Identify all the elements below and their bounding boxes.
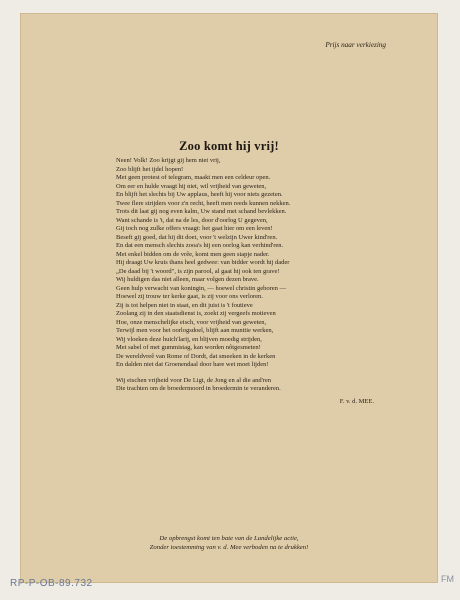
poem-line: En dalden niet dat Groenendaal door hare wet moet lijden! [116, 361, 269, 368]
footer-line: Zonder toestemming van v. d. Mee verboden na te drukken! [149, 544, 309, 551]
poem-line: Wij vloeken deze huich'larij, en blijven moedig strijden, [116, 335, 262, 343]
poem-stanza-1 [116, 157, 378, 370]
poem-line: Gij toch nog zulke offers vraagt: het gaat hier om een leven! [116, 225, 273, 232]
archive-number: RP-P-OB-89.732 [10, 578, 93, 589]
poem-line: En dat een mensch slechts zooa's hij een oorlog kan verhind'ren. [116, 242, 284, 249]
flyer-sheet [20, 13, 438, 583]
footer-line: De opbrengst komt ten bate van de Landelijke actie, [159, 535, 299, 542]
poem-line: Neen! Volk! Zoo krijgt gij hem niet vrij, [116, 157, 221, 164]
poem-line: Die trachten om de broedermoord in broedermin te veranderen. [116, 385, 281, 392]
poem-line: De wereldvreê van Rome of Dordt, dat smeeken in de kerken [116, 352, 276, 360]
poem-line: Zij is tot helpen niet in staat, en dit juist is 't foutieve [116, 301, 253, 309]
poem-line: Hoe, onze menschelijke eisch, voor vrijheid van geweten, [116, 318, 267, 326]
poem-line: Met enkel bidden om de vrêe, komt men geen stapje nader. [116, 250, 270, 258]
poem-line: „De daad bij 't woord", is zijn parool, al gaat hij ook ten grave! [116, 267, 280, 275]
price-note: Prijs naar verkiezing [325, 41, 386, 49]
poem-line: Geen hulp verwacht van koningin, — hoewel christin geboren — [116, 284, 287, 292]
poem-line: Wij huldigen das niet alleen, maar volgen dezen brave. [116, 276, 259, 283]
poem-line: Twee flere strijders voor z'n recht, heeft men reeds kunnen nekken. [116, 199, 291, 207]
poem-line: Met sabel of met gummistag, kan worden nôtgesmeten! [116, 344, 261, 351]
author-signature: F. v. d. MEE. [339, 397, 374, 405]
poem-line: Met geen protest of telegram, maakt men een celdeur open. [116, 174, 271, 181]
poem-line: Want schande is 't, dat na de les, door d'oorlog U gegeven, [116, 216, 268, 224]
poem-line: En blijft het slechts bij Uw applaus, heeft hij voor niets gezeten. [116, 191, 283, 198]
poem-line: Hoewel zij trouw ter kerke gaat, is zij voor ons verloren. [116, 293, 263, 300]
stanza-gap [116, 370, 378, 377]
poem-stanza-2 [116, 377, 378, 394]
footer-note [20, 534, 438, 552]
poem-body [116, 157, 378, 406]
poem-line: Terwijl men voor het oorlogsdoel, blijft aan munitie werken, [116, 327, 274, 334]
poem-title: Zoo komt hij vrij! [179, 139, 279, 153]
corner-mark: FM [441, 574, 454, 584]
poem-line: Om eer en hulde vraagt hij niet, wil vrijheid van geweten, [116, 182, 267, 190]
poem-line: Zoolang zij in den staatsdienst is, zoekt zij vergeefs motieven [116, 310, 276, 317]
poem-line: Zoo blijft het ijdel hopen! [116, 165, 184, 173]
poem-line: Hij draagt Uw kruis thans heel gedwee: van bidder wordt hij dader [116, 259, 290, 266]
poem-line: Wij eischen vrijheid voor De Ligt, de Jong en al die and'ren [116, 376, 272, 384]
poem-line: Beseft gij goed, dat hij dit doet, voor 't welzijn Uwer kind'ren. [116, 233, 278, 241]
poem-line: Trots dit laat gij nog even kalm, Uw stand met schand bevlekken. [116, 208, 287, 215]
